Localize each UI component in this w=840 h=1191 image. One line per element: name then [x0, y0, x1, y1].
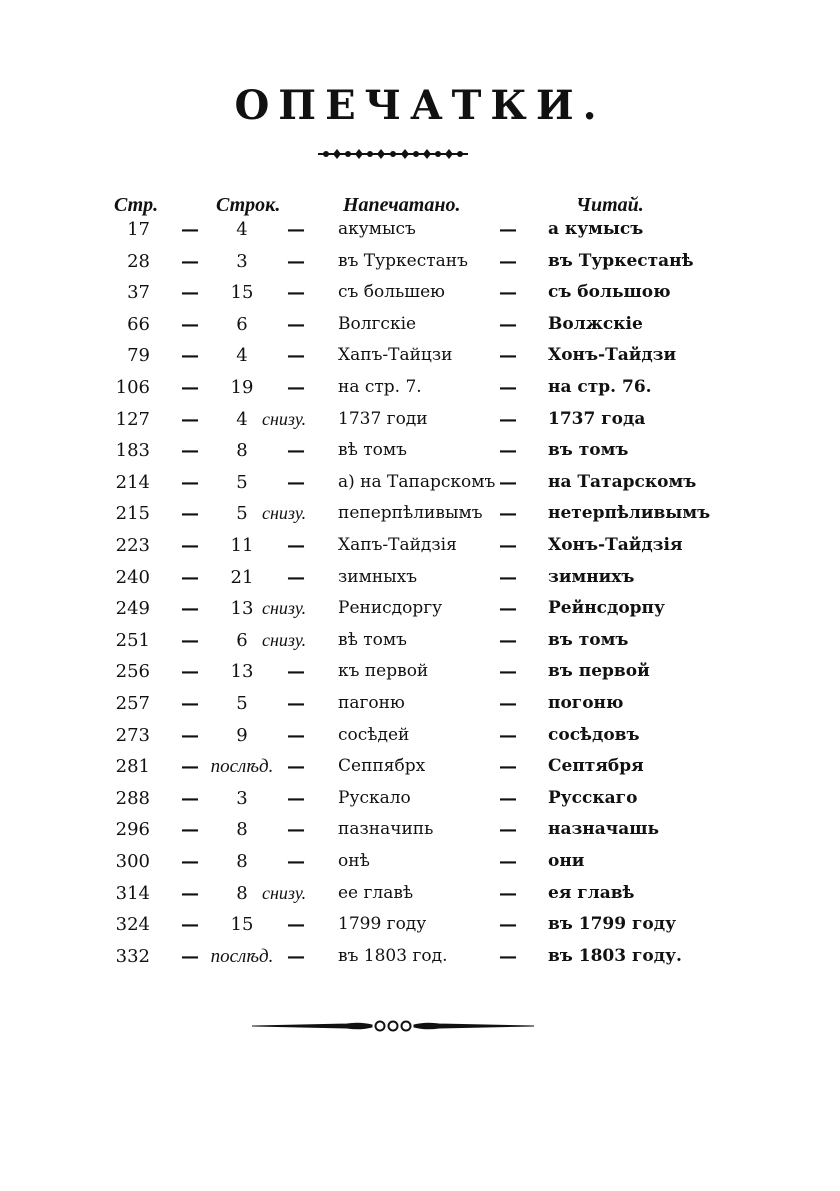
corrected-text: въ 1803 году. — [548, 945, 682, 966]
header-line: Строк. — [216, 194, 281, 216]
dash-separator: — — [181, 440, 199, 462]
dash-separator: — — [287, 819, 305, 841]
printed-text: въ 1803 год. — [338, 945, 448, 966]
page-number: 296 — [115, 819, 150, 841]
dash-separator: — — [499, 250, 517, 272]
page-number: 183 — [115, 440, 150, 462]
line-number: 8 — [236, 851, 248, 872]
dash-separator: — — [181, 693, 199, 714]
printed-text: а) на Тапарскомъ — [338, 471, 496, 492]
dash-separator: — — [181, 629, 199, 651]
dash-separator: — — [181, 598, 199, 620]
table-row — [0, 598, 840, 630]
line-number: 8 — [236, 440, 248, 462]
line-position: снизу. — [262, 503, 307, 524]
table-row — [0, 914, 840, 946]
dash-separator: — — [181, 282, 199, 304]
page-number: 251 — [115, 629, 150, 651]
dash-separator: — — [499, 471, 517, 493]
dash-separator: — — [181, 535, 199, 556]
table-row — [0, 567, 840, 599]
page-number: 273 — [115, 724, 150, 746]
line-number: 5 — [236, 693, 248, 714]
dash-separator: — — [499, 440, 517, 462]
page-number: 17 — [127, 219, 150, 240]
header-printed: Напечатано. — [343, 194, 461, 216]
dash-separator: — — [181, 408, 199, 430]
table-row — [0, 883, 840, 915]
dash-separator: — — [287, 945, 305, 967]
line-number: 15 — [230, 914, 254, 936]
printed-text: онѣ — [338, 851, 370, 871]
page-number: 324 — [115, 914, 150, 936]
line-number: 9 — [236, 724, 248, 746]
table-row — [0, 535, 840, 567]
dash-separator: — — [287, 661, 305, 683]
line-position: снизу. — [262, 598, 307, 619]
dash-separator: — — [287, 250, 305, 272]
printed-text: акумысъ — [338, 219, 416, 239]
dash-separator: — — [181, 819, 199, 841]
dash-separator: — — [181, 219, 199, 240]
line-position: снизу. — [262, 408, 307, 429]
page-number: 332 — [115, 945, 150, 967]
table-row — [0, 409, 840, 441]
table-row — [0, 251, 840, 283]
dash-separator: — — [499, 219, 517, 240]
dash-separator: — — [181, 914, 199, 936]
dash-separator: — — [287, 471, 305, 493]
line-number: 3 — [236, 250, 248, 272]
printed-text: къ первой — [338, 661, 429, 682]
line-number: 19 — [230, 377, 254, 398]
dash-separator: — — [499, 408, 517, 430]
printed-text: Хапъ-Тайдзія — [338, 535, 457, 555]
dash-separator: — — [287, 313, 305, 335]
table-row — [0, 661, 840, 693]
table-row — [0, 377, 840, 409]
printed-text: пагоню — [338, 693, 405, 713]
table-row — [0, 282, 840, 314]
page-number: 127 — [115, 408, 150, 430]
table-row — [0, 819, 840, 851]
header-read: Читай. — [576, 194, 644, 216]
dash-separator: — — [181, 756, 199, 778]
dash-separator: — — [499, 282, 517, 304]
dash-separator: — — [287, 566, 305, 588]
printed-text: въ Туркестанъ — [338, 250, 468, 271]
page-number: 256 — [115, 661, 150, 683]
dash-separator: — — [499, 566, 517, 588]
dash-separator: — — [499, 313, 517, 335]
dash-separator: — — [499, 914, 517, 936]
page-number: 79 — [127, 345, 150, 367]
line-number: 4 — [236, 408, 248, 430]
page-number: 214 — [115, 471, 150, 493]
line-position: снизу. — [262, 629, 307, 650]
line-number: 5 — [236, 471, 248, 493]
line-number: 4 — [236, 219, 248, 240]
printed-text: пазначипь — [338, 819, 434, 840]
page-number: 300 — [115, 851, 150, 872]
page-number: 223 — [115, 535, 150, 556]
printed-text: вѣ томъ — [338, 629, 407, 650]
corrected-text: ея главѣ — [548, 882, 635, 903]
dash-separator: — — [499, 945, 517, 967]
dash-separator: — — [181, 345, 199, 367]
dash-separator: — — [499, 535, 517, 556]
line-number: 3 — [236, 787, 248, 809]
line-position: снизу. — [262, 882, 307, 903]
dash-separator: — — [181, 851, 199, 872]
dash-separator: — — [287, 851, 305, 872]
corrected-text: Хонъ-Тайдзія — [548, 535, 683, 555]
ornament-tailpiece-icon — [252, 1016, 534, 1036]
table-row — [0, 345, 840, 377]
dash-separator: — — [181, 882, 199, 904]
corrected-text: на стр. 76. — [548, 377, 652, 397]
table-row — [0, 851, 840, 883]
dash-separator: — — [287, 219, 305, 240]
corrected-text: въ Туркестанѣ — [548, 250, 694, 271]
page-title: ОПЕЧАТКИ. — [234, 82, 606, 129]
table-row — [0, 503, 840, 535]
corrected-text: нетерпѣливымъ — [548, 503, 711, 524]
dash-separator: — — [499, 851, 517, 872]
line-number: 6 — [236, 313, 248, 335]
dash-separator: — — [499, 693, 517, 714]
corrected-text: на Татарскомъ — [548, 471, 697, 492]
printed-text: Рускало — [338, 787, 411, 808]
printed-text: 1799 году — [338, 914, 427, 935]
line-number: 8 — [236, 819, 248, 841]
table-row — [0, 472, 840, 504]
printed-text: Хапъ-Тайцзи — [338, 345, 453, 366]
page-number: 288 — [115, 787, 150, 809]
page-number: 281 — [115, 756, 150, 778]
dash-separator: — — [181, 724, 199, 746]
corrected-text: съ большою — [548, 282, 671, 303]
dash-separator: — — [287, 535, 305, 556]
printed-text: ее главѣ — [338, 882, 414, 903]
corrected-text: въ томъ — [548, 440, 629, 461]
corrected-text: 1737 года — [548, 408, 646, 429]
printed-text: Сеппябрх — [338, 756, 426, 777]
page-number: 106 — [115, 377, 150, 398]
dash-separator: — — [287, 724, 305, 746]
dash-separator: — — [499, 629, 517, 651]
dash-separator: — — [499, 756, 517, 778]
dash-separator: — — [287, 377, 305, 398]
printed-text: Ренисдоргу — [338, 598, 443, 619]
corrected-text: а кумысъ — [548, 219, 644, 239]
dash-separator: — — [499, 377, 517, 398]
corrected-text: Септября — [548, 756, 644, 777]
line-number: 5 — [236, 503, 248, 525]
printed-text: 1737 годи — [338, 408, 428, 429]
dash-separator: — — [287, 914, 305, 936]
line-number: 13 — [230, 598, 254, 620]
dash-separator: — — [499, 345, 517, 367]
dash-separator: — — [499, 503, 517, 525]
dash-separator: — — [499, 661, 517, 683]
dash-separator: — — [181, 787, 199, 809]
dash-separator: — — [499, 724, 517, 746]
line-number: 4 — [236, 345, 248, 367]
corrected-text: назначашь — [548, 819, 660, 840]
dash-separator: — — [181, 471, 199, 493]
line-number: 6 — [236, 629, 248, 651]
page-number: 314 — [115, 882, 150, 904]
dash-separator: — — [287, 282, 305, 304]
page-number: 249 — [115, 598, 150, 620]
table-row — [0, 725, 840, 757]
line-number: 21 — [230, 566, 254, 588]
printed-text: Волгскіе — [338, 313, 417, 334]
dash-separator: — — [287, 440, 305, 462]
line-number: 13 — [230, 661, 254, 683]
line-number: послѣд. — [210, 756, 274, 778]
dash-separator: — — [181, 945, 199, 967]
page-number: 66 — [127, 313, 150, 335]
table-row — [0, 693, 840, 725]
corrected-text: Рейнсдорпу — [548, 598, 665, 619]
dash-separator: — — [287, 787, 305, 809]
corrected-text: въ первой — [548, 661, 650, 682]
corrected-text: Хонъ-Тайдзи — [548, 345, 677, 366]
line-number: 11 — [230, 535, 254, 556]
printed-text: сосѣдей — [338, 724, 410, 745]
corrected-text: Волжскіе — [548, 313, 643, 334]
page-number: 37 — [127, 282, 150, 304]
dash-separator: — — [181, 313, 199, 335]
dash-separator: — — [287, 345, 305, 367]
page-number: 215 — [115, 503, 150, 525]
table-row — [0, 788, 840, 820]
line-number: 15 — [230, 282, 254, 304]
dash-separator: — — [181, 377, 199, 398]
table-row — [0, 219, 840, 251]
dash-separator: — — [499, 598, 517, 620]
table-row — [0, 946, 840, 978]
table-row — [0, 630, 840, 662]
corrected-text: въ томъ — [548, 629, 629, 650]
dash-separator: — — [499, 787, 517, 809]
printed-text: зимныхъ — [338, 566, 418, 587]
table-row — [0, 314, 840, 346]
dash-separator: — — [499, 819, 517, 841]
corrected-text: Русскаго — [548, 787, 638, 808]
printed-text: вѣ томъ — [338, 440, 407, 461]
dash-separator: — — [181, 661, 199, 683]
corrected-text: погоню — [548, 693, 624, 713]
printed-text: на стр. 7. — [338, 377, 422, 397]
corrected-text: зимнихъ — [548, 566, 635, 587]
line-number: 8 — [236, 882, 248, 904]
page-number: 240 — [115, 566, 150, 588]
dash-separator: — — [499, 882, 517, 904]
table-row — [0, 756, 840, 788]
ornament-divider-icon — [318, 148, 468, 160]
page-number: 28 — [127, 250, 150, 272]
printed-text: съ большею — [338, 282, 445, 303]
corrected-text: сосѣдовъ — [548, 724, 640, 745]
dash-separator: — — [181, 566, 199, 588]
dash-separator: — — [181, 503, 199, 525]
line-number: послѣд. — [210, 945, 274, 967]
header-page: Стр. — [114, 194, 159, 216]
corrected-text: они — [548, 851, 585, 871]
printed-text: пеперпѣливымъ — [338, 503, 483, 524]
corrected-text: въ 1799 году — [548, 914, 676, 935]
dash-separator: — — [287, 756, 305, 778]
page-number: 257 — [115, 693, 150, 714]
table-row — [0, 440, 840, 472]
dash-separator: — — [181, 250, 199, 272]
dash-separator: — — [287, 693, 305, 714]
